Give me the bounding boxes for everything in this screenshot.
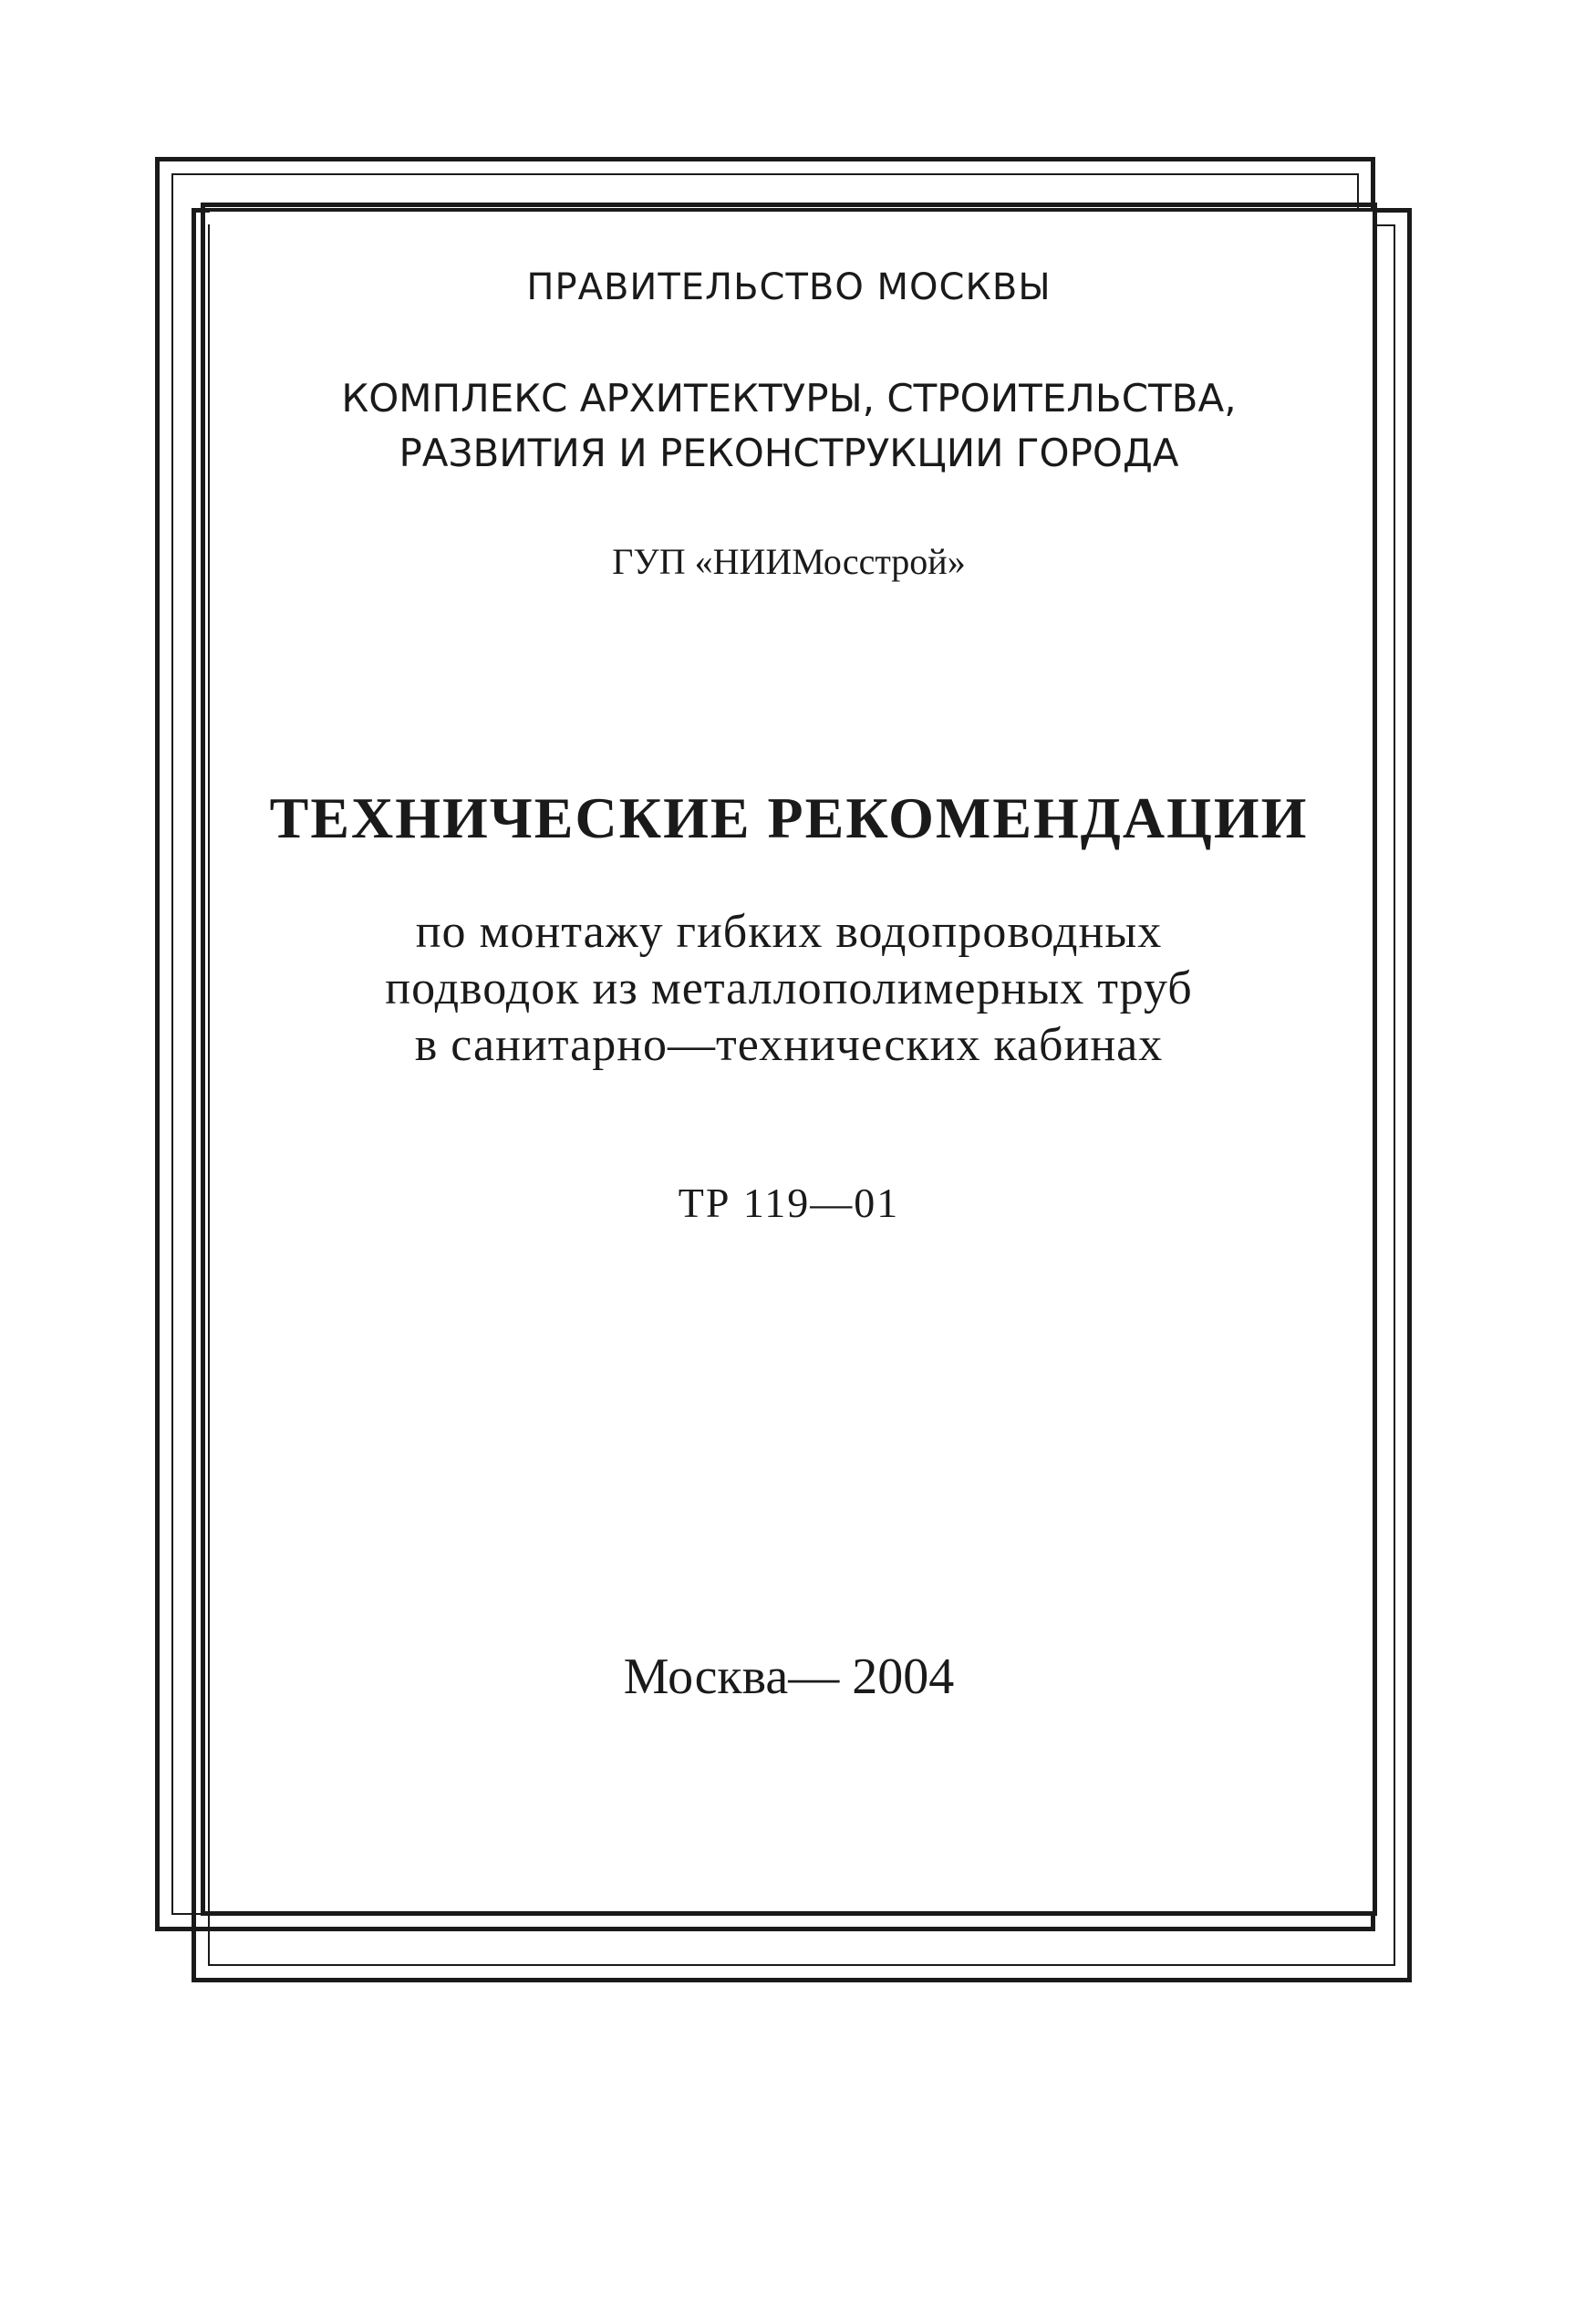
- document-subtitle-line-3: в санитарно—технических кабинах: [414, 1019, 1164, 1071]
- organization-name: ГУП «НИИМосстрой»: [612, 541, 966, 582]
- government-heading: ПРАВИТЕЛЬСТВО МОСКВЫ: [526, 266, 1052, 308]
- document-subtitle-line-1: по монтажу гибких водопроводных: [415, 906, 1163, 958]
- title-page: [210, 212, 1368, 1908]
- city-year: Москва— 2004: [623, 1648, 955, 1705]
- document-title: ТЕХНИЧЕСКИЕ РЕКОМЕНДАЦИИ: [269, 785, 1309, 850]
- complex-heading-line-1: КОМПЛЕКС АРХИТЕКТУРЫ, СТРОИТЕЛЬСТВА,: [341, 376, 1237, 421]
- document-subtitle-line-2: подводок из металлополимерных труб: [385, 962, 1193, 1014]
- complex-heading-line-2: РАЗВИТИЯ И РЕКОНСТРУКЦИИ ГОРОДА: [399, 431, 1179, 475]
- document-code: ТР 119—01: [678, 1180, 900, 1226]
